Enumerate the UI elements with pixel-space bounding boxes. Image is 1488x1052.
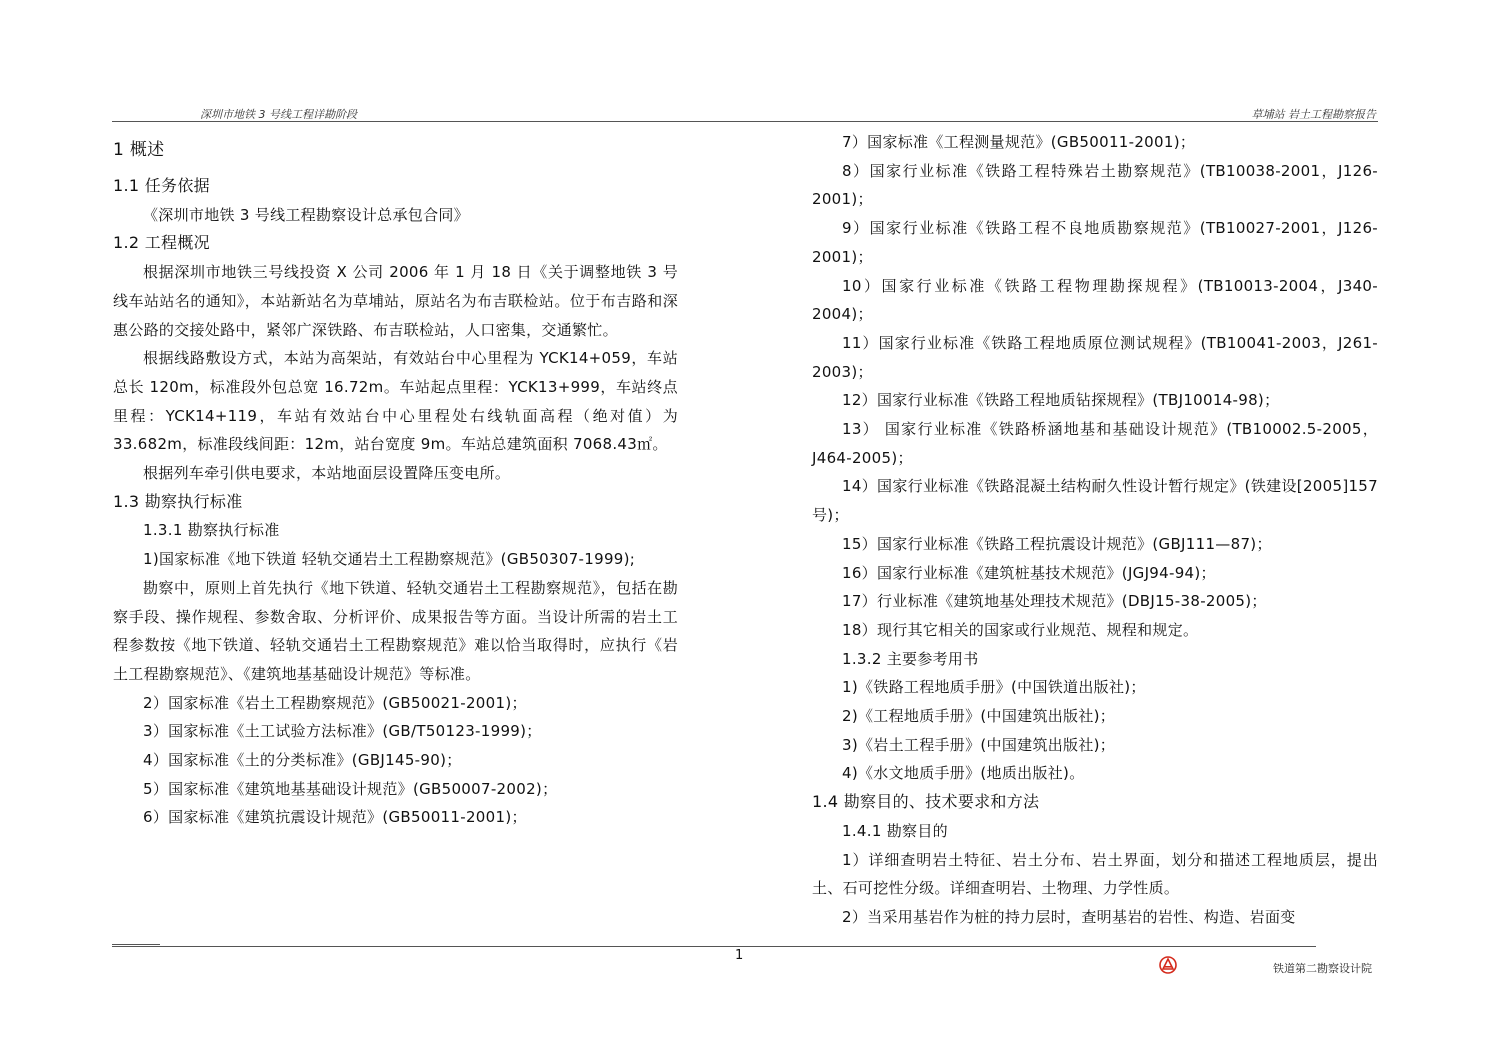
header-right: 草埔站 岩土工程勘察报告	[1251, 108, 1376, 121]
section-heading: 1 概述	[113, 140, 165, 160]
paragraph: 15）国家行业标准《铁路工程抗震设计规范》(GBJ111—87)；	[842, 534, 1272, 553]
paragraph: 3）国家标准《土工试验方法标准》(GB/T50123-1999)；	[143, 722, 542, 741]
left-column	[113, 128, 678, 832]
paragraph: 11）国家行业标准《铁路工程地质原位测试规程》(TB10041-2003，J261-2003)；	[812, 333, 1378, 381]
paragraph: 勘察中，原则上首先执行《地下铁道、轻轨交通岩土工程勘察规范》，包括在勘察手段、操作规程、参数舍取、分析评价、成果报告等方面。当设计所需的岩土工程参数按《地下铁道、轻轨交通岩土工程勘察规范》难以恰当取得时，应执行《岩土工程勘察规范》、《建筑地基基础设计规范》等标准。	[113, 578, 678, 683]
paragraph: 10）国家行业标准《铁路工程物理勘探规程》(TB10013-2004，J340-2004)；	[812, 276, 1378, 324]
paragraph: 9）国家行业标准《铁路工程不良地质勘察规范》(TB10027-2001，J126-2001)；	[812, 219, 1378, 266]
paragraph: 5）国家标准《建筑地基基础设计规范》(GB50007-2002)；	[143, 779, 558, 798]
paragraph: 2）当采用基岩作为桩的持力层时，查明基岩的岩性、构造、岩面变	[842, 907, 1296, 926]
railway-institute-logo-icon	[1159, 956, 1177, 974]
paragraph: 6）国家标准《建筑抗震设计规范》(GB50011-2001)；	[143, 808, 527, 827]
paragraph: 2)《工程地质手册》(中国建筑出版社)；	[842, 707, 1116, 726]
paragraph: 1.3.1 勘察执行标准	[143, 521, 280, 540]
paragraph: 《深圳市地铁 3 号线工程勘察设计总承包合同》	[143, 205, 469, 224]
paragraph: 8）国家行业标准《铁路工程特殊岩土勘察规范》(TB10038-2001，J126-2001)；	[812, 161, 1378, 209]
paragraph: 3)《岩土工程手册》(中国建筑出版社)；	[842, 735, 1116, 754]
header-rule	[112, 121, 1378, 122]
paragraph: 16）国家行业标准《建筑桩基技术规范》(JGJ94-94)；	[842, 563, 1216, 582]
paragraph: 4)《水文地质手册》(地质出版社)。	[842, 764, 1085, 783]
footer-rule	[112, 946, 1316, 947]
page-number: 1	[735, 948, 744, 963]
paragraph: 18）现行其它相关的国家或行业规范、规程和规定。	[842, 620, 1199, 639]
paragraph: 1)《铁路工程地质手册》(中国铁道出版社)；	[842, 678, 1146, 697]
paragraph: 13） 国家行业标准《铁路桥涵地基和基础设计规范》(TB10002.5-2005，J464-2005)；	[812, 420, 1378, 467]
section-heading: 1.4 勘察目的、技术要求和方法	[812, 792, 1040, 812]
paragraph: 1)国家标准《地下铁道 轻轨交通岩土工程勘察规范》(GB50307-1999);	[143, 550, 636, 569]
paragraph: 1.3.2 主要参考用书	[842, 649, 979, 668]
paragraph: 12）国家行业标准《铁路工程地质钻探规程》(TBJ10014-98)；	[842, 391, 1280, 410]
paragraph: 根据线路敷设方式，本站为高架站，有效站台中心里程为 YCK14+059，车站总长 120m，标准段外包总宽 16.72m。车站起点里程：YCK13+999，车站终点里程：YCK14+119，车站有效站台中心里程处右线轨面高程（绝对值）为 33.682m，标准段线间距：12m，站台宽度 9m。车站总建筑面积 7068.43㎡。	[113, 349, 678, 454]
paragraph: 17）行业标准《建筑地基处理技术规范》(DBJ15-38-2005)；	[842, 592, 1267, 611]
section-heading: 1.2 工程概况	[113, 233, 210, 253]
paragraph: 4）国家标准《土的分类标准》(GBJ145-90)；	[143, 751, 462, 770]
paragraph: 14）国家行业标准《铁路混凝土结构耐久性设计暂行规定》(铁建设[2005]157 号)；	[812, 477, 1378, 525]
header-left: 深圳市地铁 3 号线工程详勘阶段	[200, 108, 357, 121]
paragraph: 根据列车牵引供电要求，本站地面层设置降压变电所。	[143, 464, 511, 483]
paragraph: 根据深圳市地铁三号线投资 X 公司 2006 年 1 月 18 日《关于调整地铁 3 号线车站站名的通知》，本站新站名为草埔站，原站名为布吉联检站。位于布吉路和深惠公路的交接处路中，紧邻广深铁路、布吉联检站，人口密集，交通繁忙。	[113, 263, 678, 339]
right-column	[812, 128, 1378, 932]
paragraph: 2）国家标准《岩土工程勘察规范》(GB50021-2001)；	[143, 693, 527, 712]
organization-name: 铁道第二勘察设计院	[1273, 962, 1372, 975]
paragraph: 7）国家标准《工程测量规范》(GB50011-2001)；	[842, 133, 1196, 151]
section-heading: 1.3 勘察执行标准	[113, 491, 243, 511]
paragraph: 1.4.1 勘察目的	[842, 821, 948, 840]
section-heading: 1.1 任务依据	[113, 176, 210, 195]
footer-rule-stub	[112, 944, 160, 945]
paragraph: 1）详细查明岩土特征、岩土分布、岩土界面，划分和描述工程地质层，提出土、石可挖性分级。详细查明岩、土物理、力学性质。	[812, 850, 1378, 898]
